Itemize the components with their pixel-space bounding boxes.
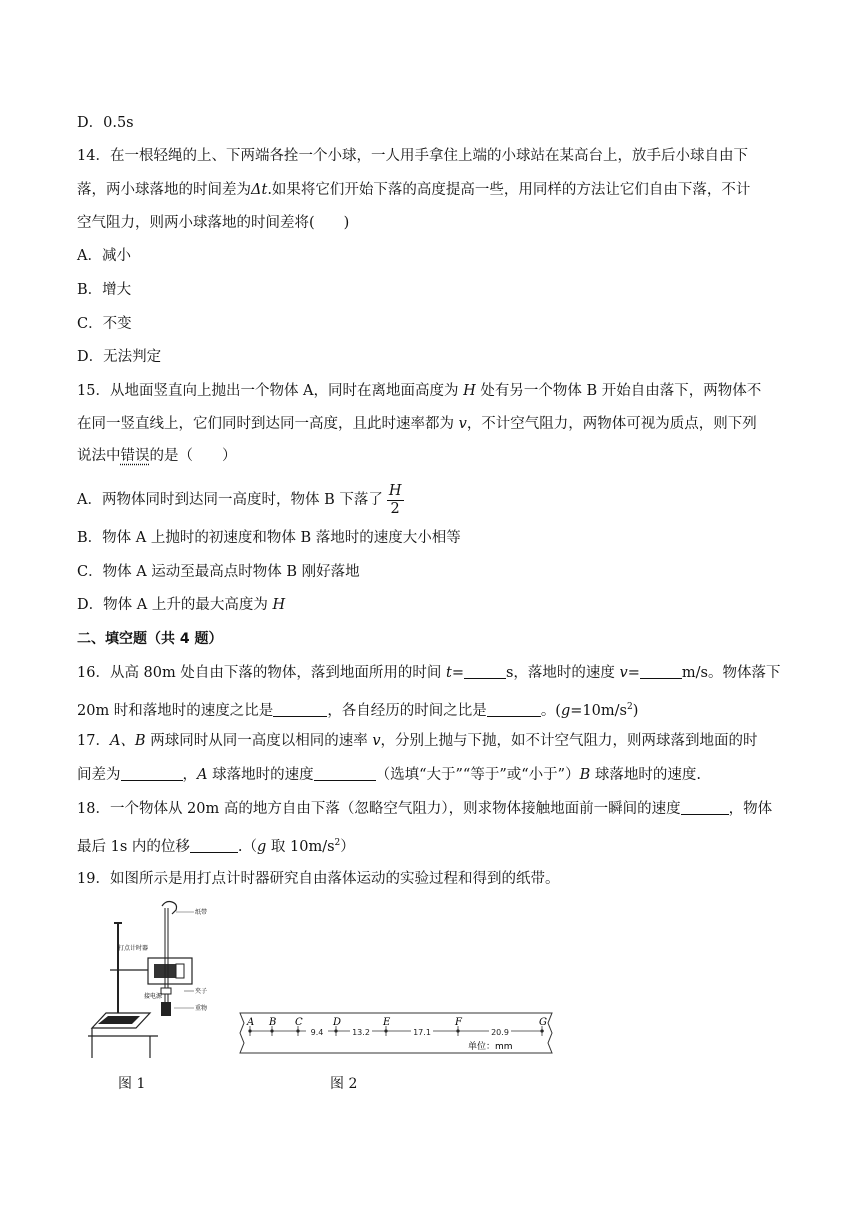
q18-text: 18．一个物体从 20m 高的地方自由下落（忽略空气阻力），则求物体接触地面前一瞬间的速度 (77, 801, 681, 817)
q14-text: .如果将它们开始下落的高度提高一些，用同样的方法让它们自由下落，不计 (267, 182, 751, 198)
answer-blank-last-second-displacement[interactable] (190, 838, 238, 853)
superscript: 2 (626, 702, 633, 712)
label-timer: 打点计时器 (118, 945, 149, 952)
ball-b-label: B (579, 767, 591, 783)
q17-stem-line2 (77, 765, 701, 785)
section-title-fill-blank: 二、填空题（共 4 题） (77, 631, 223, 647)
q16-text: 。( (540, 702, 561, 719)
tape-segment-value: 13.2 (352, 1028, 370, 1037)
speed-symbol: v (458, 416, 467, 432)
q18-stem-line1 (77, 799, 772, 819)
q15-stem-line2 (77, 414, 757, 434)
q15-text: ，不计空气阻力，两物体可视为质点，则下列 (466, 416, 757, 432)
answer-blank-time-diff[interactable] (121, 766, 183, 781)
q18-text: 取 10m/s (266, 838, 335, 855)
answer-blank-impact-speed[interactable] (681, 800, 729, 815)
time-symbol: t (445, 665, 452, 681)
q15-stem-line3 (77, 446, 237, 466)
tape-point-label: F (455, 1017, 462, 1028)
q16-text: 20m 时和落地时的速度之比是 (77, 702, 274, 719)
tape-point-label: A (247, 1017, 255, 1028)
q14-stem-line1: 14．在一根轻绳的上、下两端各拴一个小球，一人用手拿住上端的小球站在某高台上，放手后小球自由下 (77, 148, 748, 164)
clip-icon (161, 988, 171, 994)
q14-option-a: A．减小 (77, 248, 131, 264)
hand-icon (162, 902, 177, 915)
q19-stem-line1: 19．如图所示是用打点计时器研究自由落体运动的实验过程和得到的纸带。 (77, 871, 560, 887)
q13-option-d: D．0.5s (77, 115, 134, 131)
emphasis-wrong: 错误 (120, 448, 150, 464)
tape-point-label: B (269, 1017, 277, 1028)
q16-text: ，各自经历的时间之比是 (327, 702, 487, 719)
q15-text: 处有另一个物体 B 开始自由落下，两物体不 (475, 383, 762, 399)
answer-blank-compare[interactable] (314, 766, 376, 781)
tape-segment-value: 9.4 (310, 1028, 324, 1037)
fraction-h-over-2 (387, 483, 404, 518)
q18-text: 最后 1s 内的位移 (77, 838, 190, 855)
q15-text: 15．从地面竖直向上抛出一个物体 A，同时在离地面高度为 (77, 383, 464, 399)
q18-stem-line2 (77, 833, 355, 857)
q17-text: （选填“大于”“等于”或“小于”） (375, 767, 580, 783)
delta-t-symbol: Δt (251, 182, 268, 198)
q17-text: ，分别上抛与下抛，如不计空气阻力，则两球落到地面的时 (380, 733, 758, 749)
tape-point-label: E (383, 1017, 391, 1028)
q14-option-d: D．无法判定 (77, 349, 162, 365)
timer-clip (176, 964, 184, 978)
answer-blank-time[interactable] (464, 664, 506, 679)
fraction-numerator: H (388, 482, 402, 499)
label-clip: 夹子 (195, 988, 208, 995)
q17-text: 17． (77, 733, 110, 749)
speed-symbol: v (372, 733, 381, 749)
q14-option-b: B．增大 (77, 282, 132, 298)
fraction-denominator: 2 (390, 500, 400, 517)
ball-a-label: A (197, 767, 208, 783)
figure-2-caption: 图 2 (330, 1076, 358, 1092)
q17-text: 球落地时的速度 (207, 767, 314, 783)
tape-segment-value: 17.1 (413, 1028, 431, 1037)
gravity-symbol: g (560, 702, 571, 719)
tape-segment-value: 20.9 (491, 1028, 509, 1037)
figure-1-apparatus (88, 898, 218, 1058)
ball-labels: A、B (109, 733, 146, 749)
q14-text: 落，两小球落地的时间差为 (77, 182, 251, 198)
q16-text: =10m/s (570, 702, 627, 719)
q15-option-a-text: A．两物体同时到达同一高度时，物体 B 下落了 (77, 492, 383, 508)
height-symbol: H (463, 383, 476, 399)
q17-text: ， (182, 767, 197, 783)
q18-text: .（ (237, 838, 257, 855)
q16-text: ) (632, 702, 639, 719)
label-weight: 重物 (195, 1005, 208, 1012)
q15-option-d (77, 595, 285, 615)
q18-text: ，物体 (728, 801, 773, 817)
q14-stem-line2 (77, 180, 750, 200)
q17-stem-line1 (77, 731, 758, 751)
gravity-symbol: g (257, 838, 267, 855)
q16-text: = (451, 665, 464, 681)
speed-symbol: v (619, 665, 628, 681)
q16-text: s，落地时的速度 (505, 665, 620, 681)
q15-stem-line1 (77, 381, 761, 401)
label-power: 接电源 (144, 993, 163, 1000)
answer-blank-speed-ratio[interactable] (273, 702, 327, 717)
figure-1-caption: 图 1 (118, 1076, 146, 1092)
q16-stem-line2 (77, 697, 638, 721)
tape-point-label: C (295, 1017, 303, 1028)
q15-option-b: B．物体 A 上抛时的初速度和物体 B 落地时的速度大小相等 (77, 530, 461, 546)
answer-blank-speed[interactable] (640, 664, 682, 679)
q15-text: 在同一竖直线上，它们同时到达同一高度，且此时速率都为 (77, 416, 459, 432)
weight-icon (161, 1002, 171, 1016)
q16-text: m/s。物体落下 (681, 665, 781, 681)
q16-stem-line1 (77, 663, 780, 683)
height-symbol: H (272, 597, 286, 613)
answer-blank-time-ratio[interactable] (487, 702, 541, 717)
tape-unit-label: 单位：mm (468, 1042, 513, 1052)
q14-option-c: C．不变 (77, 316, 132, 332)
q15-text: 的是（ ） (149, 448, 237, 464)
superscript: 2 (334, 838, 341, 848)
q18-text: ） (340, 838, 355, 855)
q17-text: 间差为 (77, 767, 121, 783)
q15-option-c: C．物体 A 运动至最高点时物体 B 刚好落地 (77, 564, 360, 580)
q16-text: = (627, 665, 640, 681)
q17-text: 球落地时的速度. (590, 767, 701, 783)
q15-option-a (77, 482, 404, 518)
q16-text: 16．从高 80m 处自由下落的物体，落到地面所用的时间 (77, 665, 446, 681)
q17-text: 两球同时从同一高度以相同的速率 (145, 733, 373, 749)
q15-option-d-text: D．物体 A 上升的最大高度为 (77, 597, 273, 613)
q15-text: 说法中 (77, 448, 121, 464)
figure-2-paper-tape (236, 1005, 556, 1061)
q14-stem-line3: 空气阻力，则两小球落地的时间差将( ) (77, 215, 350, 231)
tape-point-label: D (333, 1017, 342, 1028)
label-tape: 纸带 (195, 909, 208, 916)
tape-point-label: G (539, 1017, 547, 1028)
